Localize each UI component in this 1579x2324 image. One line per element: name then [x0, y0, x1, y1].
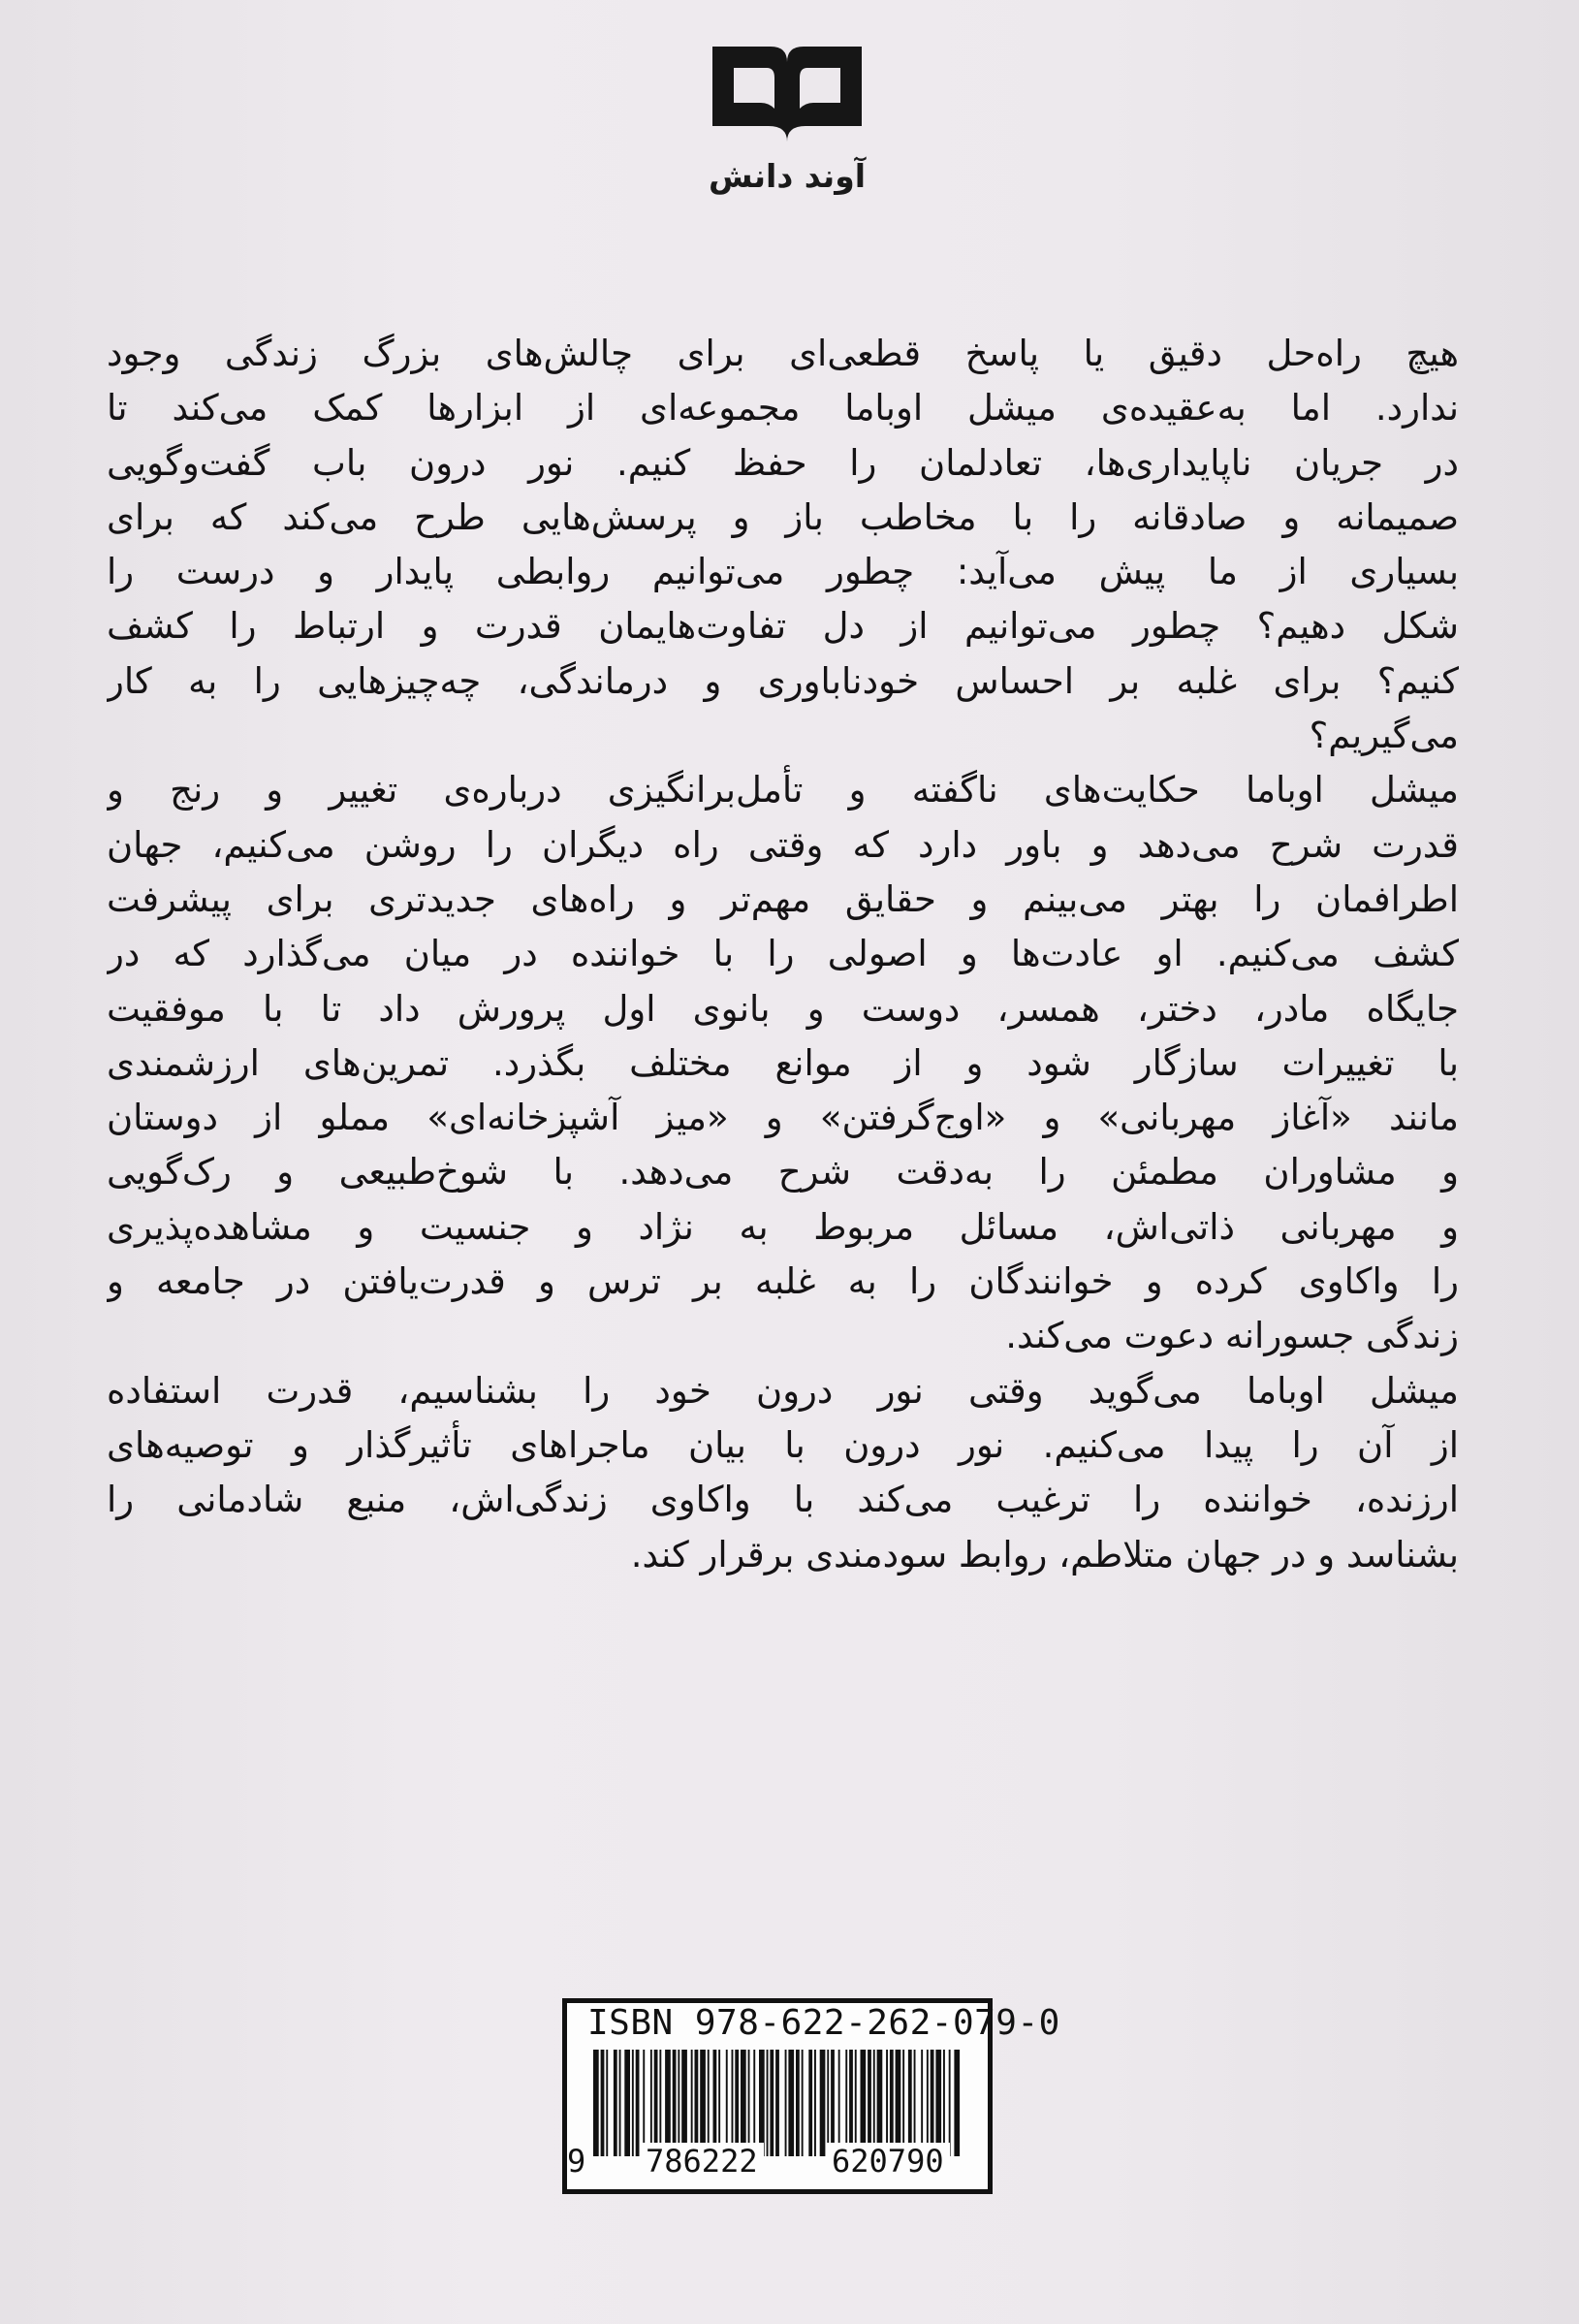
blurb-line: و مشاوران مطمئن را به‌دقت شرح می‌دهد. با شوخ‌طبیعی و رک‌گویی	[107, 1151, 1459, 1194]
barcode-bar	[718, 2050, 720, 2156]
blurb-line: اطرافمان را بهتر می‌بینم و حقایق مهم‌تر و راه‌های جدیدتری برای پیشرفت	[107, 877, 1459, 920]
barcode-bar	[886, 2050, 888, 2156]
barcode-bar	[759, 2050, 765, 2156]
barcode-digits-left: 786222	[640, 2143, 764, 2180]
barcode-bar	[788, 2050, 794, 2156]
open-book-logo-icon	[705, 41, 869, 147]
barcode-bar	[654, 2050, 658, 2156]
back-cover-blurb	[107, 327, 1459, 1582]
barcode-bar	[681, 2050, 687, 2156]
barcode-bar	[678, 2050, 679, 2156]
barcode-bar	[921, 2050, 923, 2156]
barcode-bar	[949, 2050, 951, 2156]
blurb-line: را واکاوی کرده و خوانندگان را به غلبه بر ترس و قدرت‌یافتن در جامعه و	[107, 1260, 1459, 1303]
barcode-bar	[713, 2050, 717, 2156]
blurb-line: می‌گیریم؟	[1309, 715, 1459, 757]
barcode-bar	[908, 2050, 912, 2156]
blurb-line: میشل اوباما حکایت‌های ناگفته و تأمل‌برانگیزی درباره‌ی تغییر و رنج و	[107, 769, 1459, 812]
barcode-bar	[593, 2050, 599, 2156]
blurb-line: صمیمانه و صادقانه را با مخاطب باز و پرسش‌هایی طرح می‌کند که برای	[107, 495, 1459, 538]
barcode-bar	[601, 2050, 605, 2156]
barcode-bar	[770, 2050, 774, 2156]
barcode-bar	[838, 2050, 840, 2156]
barcode-bar	[632, 2050, 634, 2156]
barcode-bar	[650, 2050, 652, 2156]
blurb-line: مانند «آغاز مهربانی» و «اوج‌گرفتن» و «میز آشپزخانه‌ای» مملو از دوستان	[107, 1097, 1459, 1139]
barcode-bar	[831, 2050, 835, 2156]
barcode-digit-lead: 9	[567, 2143, 586, 2180]
barcode-bar	[931, 2050, 934, 2156]
barcode-bar	[890, 2050, 894, 2156]
barcode-bar	[695, 2050, 699, 2156]
barcode-bar	[873, 2050, 875, 2156]
isbn-label: ISBN 978-622-262-079-0	[587, 2003, 1060, 2043]
barcode-bar	[802, 2050, 804, 2156]
blurb-line: شکل دهیم؟ چطور می‌توانیم از دل تفاوت‌هایمان قدرت و ارتباط را کشف	[107, 605, 1459, 648]
barcode-bar	[726, 2050, 728, 2156]
blurb-line: و مهربانی ذاتی‌اش، مسائل مربوط به نژاد و جنسیت و مشاهده‌پذیری	[107, 1205, 1459, 1248]
barcode-bar	[896, 2050, 901, 2156]
blurb-line: زندگی جسورانه دعوت می‌کند.	[1005, 1315, 1459, 1357]
blurb-line: ارزنده، خواننده را ترغیب می‌کند با واکاوی زندگی‌اش، منبع شادمانی را	[107, 1479, 1459, 1521]
barcode-bar	[700, 2050, 706, 2156]
barcode-digits-right: 620790	[826, 2143, 950, 2180]
barcode-bar	[673, 2050, 677, 2156]
blurb-line: از آن را پیدا می‌کنیم. نور درون با بیان ماجراهای تأثیرگذار و توصیه‌های	[107, 1423, 1459, 1466]
barcode-bar	[943, 2050, 945, 2156]
barcode-bar	[624, 2050, 630, 2156]
barcode-bar	[845, 2050, 847, 2156]
blurb-line: جایگاه مادر، دختر، همسر، دوست و بانوی اول پرورش داد تا با موفقیت	[107, 987, 1459, 1030]
barcode-bar	[954, 2050, 960, 2156]
barcode-bar	[785, 2050, 787, 2156]
barcode-bar	[753, 2050, 755, 2156]
barcode-bar	[820, 2050, 826, 2156]
barcode-bar	[643, 2050, 645, 2156]
blurb-line: کشف می‌کنیم. او عادت‌ها و اصولی را با خواننده در میان می‌گذارد که در	[107, 933, 1459, 975]
barcode-bar	[914, 2050, 916, 2156]
barcode-bar	[861, 2050, 867, 2156]
barcode-bar	[659, 2050, 661, 2156]
barcode-bar	[614, 2050, 617, 2156]
barcode-bar	[796, 2050, 800, 2156]
barcode-bar	[732, 2050, 734, 2156]
barcode-bar	[927, 2050, 929, 2156]
blurb-line: کنیم؟ برای غلبه بر احساس خودناباوری و درماندگی، چه‌چیزهایی را به کار	[107, 659, 1459, 702]
barcode-bar	[902, 2050, 904, 2156]
barcode-bar	[735, 2050, 739, 2156]
blurb-line: با تغییرات سازگار شود و از موانع مختلف بگذرد. تمرین‌های ارزشمندی	[107, 1041, 1459, 1084]
blurb-line: قدرت شرح می‌دهد و باور دارد که وقتی راه دیگران را روشن می‌کنیم، جهان	[107, 823, 1459, 866]
blurb-line: میشل اوباما می‌گوید وقتی نور درون خود را بشناسیم، قدرت استفاده	[107, 1369, 1459, 1412]
barcode-bar	[741, 2050, 746, 2156]
blurb-line: هیچ راه‌حل دقیق یا پاسخ قطعی‌ای برای چالش‌های بزرگ زندگی وجود	[107, 333, 1459, 374]
barcode-bar	[808, 2050, 812, 2156]
barcode-bar	[814, 2050, 816, 2156]
barcode-bar	[855, 2050, 857, 2156]
barcode-bar	[868, 2050, 871, 2156]
barcode-bar	[708, 2050, 710, 2156]
barcode-bar	[665, 2050, 671, 2156]
barcode-bar	[748, 2050, 750, 2156]
barcode-bar	[606, 2050, 608, 2156]
barcode-bar	[767, 2050, 769, 2156]
barcode-bar	[619, 2050, 621, 2156]
barcode-bar	[827, 2050, 829, 2156]
blurb-line: بشناسد و در جهان متلاطم، روابط سودمندی برقرار کند.	[630, 1533, 1459, 1576]
barcode-bar	[636, 2050, 640, 2156]
barcode-bar	[877, 2050, 883, 2156]
blurb-line: ندارد. اما به‌عقیده‌ی میشل اوباما مجموعه‌ای از ابزارها کمک می‌کند تا	[107, 387, 1459, 430]
barcode-bar	[691, 2050, 693, 2156]
barcode-bar	[775, 2050, 779, 2156]
blurb-line: در جریان ناپایداری‌ها، تعادلمان را حفظ کنیم. نور درون باب گفت‌وگویی	[107, 441, 1459, 484]
barcode-bar	[935, 2050, 941, 2156]
barcode-bar	[849, 2050, 853, 2156]
barcode-bars	[593, 2050, 962, 2156]
blurb-line: بسیاری از ما پیش می‌آید: چطور می‌توانیم روابطی پایدار و درست را	[107, 551, 1459, 593]
publisher-name: آوند دانش	[708, 157, 867, 195]
